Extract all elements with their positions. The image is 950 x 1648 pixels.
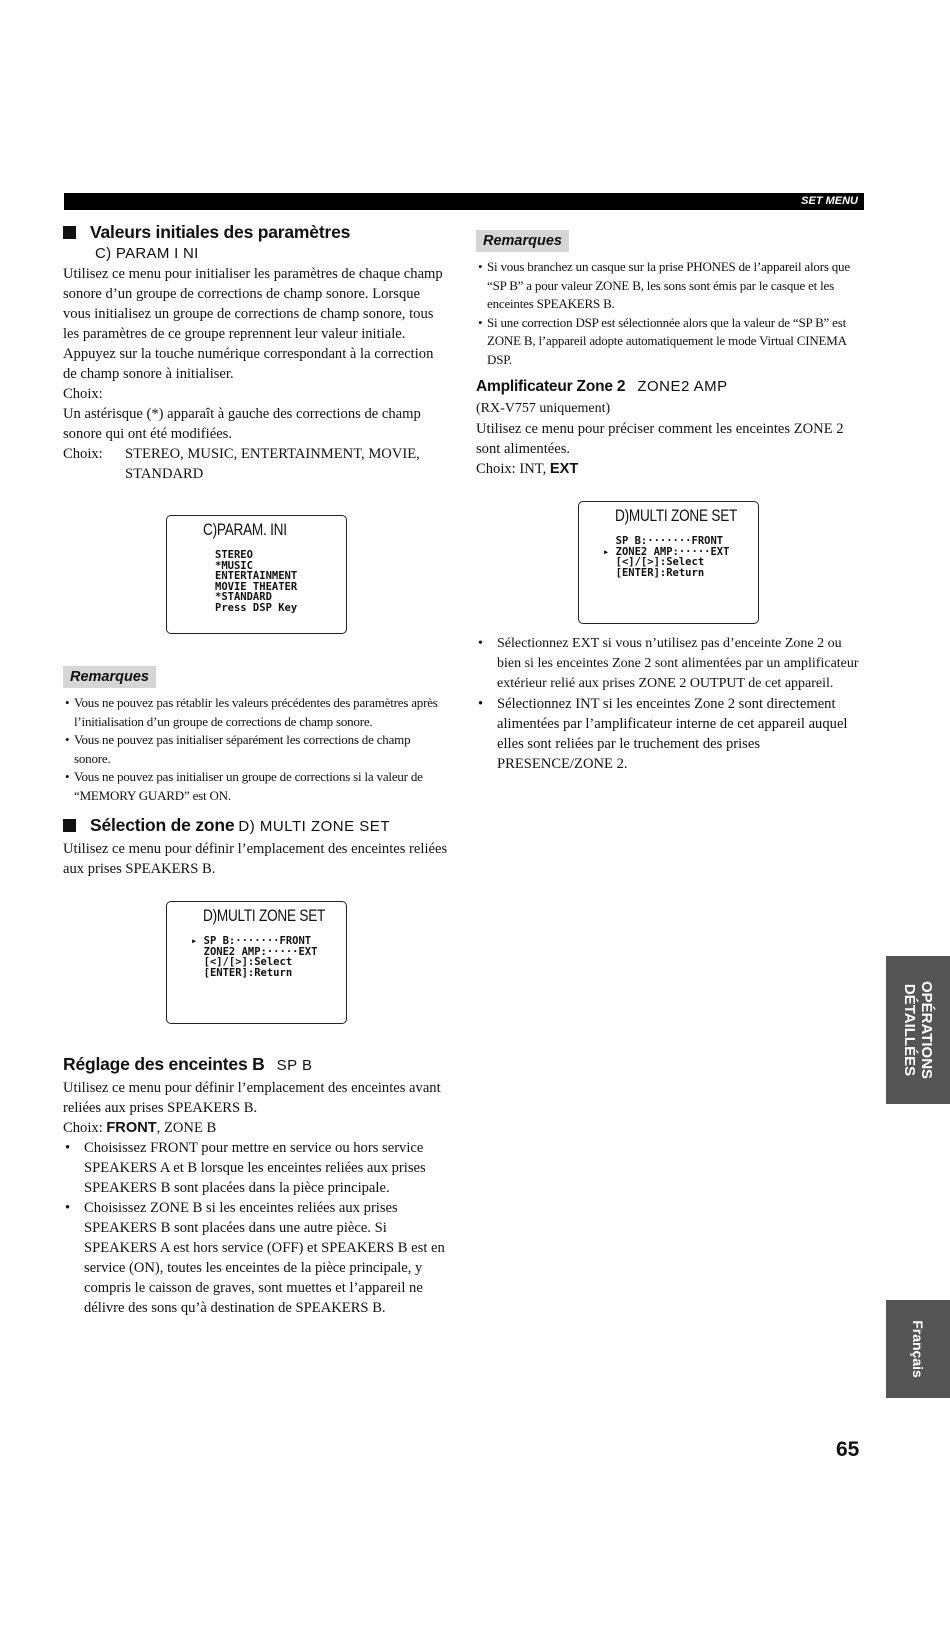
lcd-title: D)MULTI ZONE SET bbox=[615, 506, 738, 525]
list-item: • Sélectionnez EXT si vous n’utilisez pas d’enceinte Zone 2 ou bien si les enceintes Zone 2 sont alimentées par un amplificateur extérieur relié aux prises ZONE 2 OUTPUT de cet appareil. bbox=[476, 634, 861, 694]
choix-default: EXT bbox=[549, 461, 579, 477]
remark-item: • Si une correction DSP est sélectionnée alors que la valeur de “SP B” est ZONE B, l’appareil adopte automatiquement le mode Virtual CINEMA DSP. bbox=[476, 314, 861, 370]
page-number: 65 bbox=[836, 1438, 860, 1461]
section-title-text: Amplificateur Zone 2 bbox=[476, 378, 626, 395]
lcd-line: [ENTER]:Return bbox=[603, 566, 705, 579]
choix-default: FRONT bbox=[106, 1120, 157, 1136]
choix-values: , ZONE B bbox=[156, 1120, 217, 1136]
lcd-display-multi-zone bbox=[166, 901, 347, 1024]
remark-item: • Vous ne pouvez pas initialiser un groupe de corrections si la valeur de “MEMORY GUARD” est ON. bbox=[63, 768, 448, 805]
model-note: (RX-V757 uniquement) bbox=[476, 401, 611, 416]
lcd-display-zone2-amp bbox=[578, 501, 759, 624]
lcd-display-param-init bbox=[166, 515, 347, 634]
section-header-label: SET MENU bbox=[801, 195, 858, 207]
remark-item: • Si vous branchez un casque sur la prise PHONES de l’appareil alors que “SP B” a pour valeur ZONE B, les sons sont émis par le casque et les enceintes SPEAKERS B. bbox=[476, 258, 861, 314]
section-title-param-init bbox=[63, 220, 448, 244]
paragraph: Appuyez sur la touche numérique correspondant à la correction de champ sonore à initialiser. bbox=[63, 346, 434, 382]
paragraph: Utilisez ce menu pour préciser comment les enceintes ZONE 2 sont alimentées. bbox=[476, 421, 844, 457]
section-title-zone2-amp bbox=[476, 375, 861, 399]
choix-label: Choix: bbox=[63, 446, 103, 462]
list-item: • Choisissez FRONT pour mettre en service ou hors service SPEAKERS A et B lorsque les enceintes reliées aux prises SPEAKERS B sont placées dans la pièce principale. bbox=[63, 1138, 448, 1198]
side-tab-line: OPÉRATIONS bbox=[918, 980, 935, 1080]
menu-code: ZONE2 AMP bbox=[637, 378, 728, 395]
lcd-line: [<]/[>]:Select bbox=[191, 956, 293, 968]
lcd-line: MOVIE THEATER bbox=[215, 580, 298, 593]
square-bullet-icon bbox=[63, 226, 76, 239]
paragraph: Un astérisque (*) apparaît à gauche des corrections de champ sonore qui ont été modifiées. bbox=[63, 406, 421, 442]
bullet-list bbox=[63, 1138, 448, 1318]
choix-label: Choix: INT, bbox=[476, 461, 550, 477]
remarks-list bbox=[63, 694, 448, 805]
lcd-line: *MUSIC bbox=[215, 559, 253, 572]
menu-code: SP B bbox=[276, 1057, 313, 1074]
choix-row bbox=[63, 444, 448, 484]
paragraph: Utilisez ce menu pour définir l’emplacement des enceintes reliées aux prises SPEAKERS B. bbox=[63, 841, 448, 877]
lcd-line: ZONE2 AMP:·····EXT bbox=[191, 945, 318, 958]
menu-code: C) PARAM I NI bbox=[95, 245, 199, 262]
section-title-text: Réglage des enceintes B bbox=[63, 1054, 265, 1074]
remarks-label: Remarques bbox=[63, 666, 156, 688]
choix-label: Choix: bbox=[63, 386, 103, 402]
side-tab-label bbox=[901, 981, 935, 1079]
lcd-line: [<]/[>]:Select bbox=[603, 556, 705, 568]
choix-label: Choix: bbox=[63, 1120, 103, 1136]
choix-row bbox=[476, 459, 861, 479]
remarks-block bbox=[63, 666, 448, 805]
left-column bbox=[63, 220, 448, 1318]
lcd-line: SP B:·······FRONT bbox=[603, 535, 724, 547]
menu-code: D) MULTI ZONE SET bbox=[238, 818, 390, 835]
side-tab-line: DÉTAILLÉES bbox=[901, 983, 918, 1077]
paragraph: Utilisez ce menu pour définir l’emplacement des enceintes avant reliées aux prises SPEAKERS B. bbox=[63, 1080, 441, 1116]
side-tab-language bbox=[886, 1300, 950, 1398]
section-title-zone-select bbox=[63, 813, 448, 839]
lcd-line: STEREO bbox=[215, 549, 253, 561]
list-item: • Sélectionnez INT si les enceintes Zone 2 sont directement alimentées par l’amplificateur interne de cet appareil auquel elles sont reliées par le truchement des prises PRESENCE/ZONE 2. bbox=[476, 694, 861, 774]
list-item: • Choisissez ZONE B si les enceintes reliées aux prises SPEAKERS B sont placées dans une autre pièce. Si SPEAKERS A est hors service (OFF) et SPEAKERS B est en service (ON), toutes les enceintes de la pièce principale, y compris le caisson de graves, sont muettes et l’appareil ne délivre des sons qu’à destination de SPEAKERS B. bbox=[63, 1198, 448, 1318]
lcd-line: ▸ ZONE2 AMP:·····EXT bbox=[603, 545, 730, 558]
section-title-text: Valeurs initiales des paramètres bbox=[90, 222, 351, 242]
remarks-label: Remarques bbox=[476, 230, 569, 252]
section-header-bar bbox=[64, 193, 864, 210]
right-column bbox=[476, 230, 861, 774]
lcd-line: ENTERTAINMENT bbox=[215, 570, 298, 582]
bullet-list bbox=[476, 634, 861, 774]
side-tab-operations bbox=[886, 956, 950, 1104]
choix-values: STEREO, MUSIC, ENTERTAINMENT, MOVIE, STANDARD bbox=[125, 446, 420, 482]
lcd-line: [ENTER]:Return bbox=[191, 966, 293, 979]
paragraph: Utilisez ce menu pour initialiser les paramètres de chaque champ sonore d’un groupe de corrections de champ sonore. Lorsque vous initialisez un groupe de corrections de champ sonore, tous les paramètres de ce groupe reprennent leur valeur initiale. bbox=[63, 266, 443, 342]
lcd-title: C)PARAM. INI bbox=[203, 520, 287, 539]
square-bullet-icon bbox=[63, 819, 76, 832]
lcd-line: ▸ SP B:·······FRONT bbox=[191, 935, 312, 947]
section-title-text: Sélection de zone bbox=[90, 815, 235, 835]
lcd-line: *STANDARD bbox=[215, 591, 272, 603]
lcd-title: D)MULTI ZONE SET bbox=[203, 906, 326, 925]
choix-row bbox=[63, 1118, 448, 1138]
remarks-list bbox=[476, 258, 861, 369]
side-tab-label: Français bbox=[910, 1320, 926, 1378]
section-title-speakers-b bbox=[63, 1052, 448, 1078]
remark-item: • Vous ne pouvez pas initialiser séparément les corrections de champ sonore. bbox=[63, 731, 448, 768]
lcd-line: Press DSP Key bbox=[215, 601, 298, 614]
remark-item: • Vous ne pouvez pas rétablir les valeurs précédentes des paramètres après l’initialisation d’un groupe de corrections de champ sonore. bbox=[63, 694, 448, 731]
